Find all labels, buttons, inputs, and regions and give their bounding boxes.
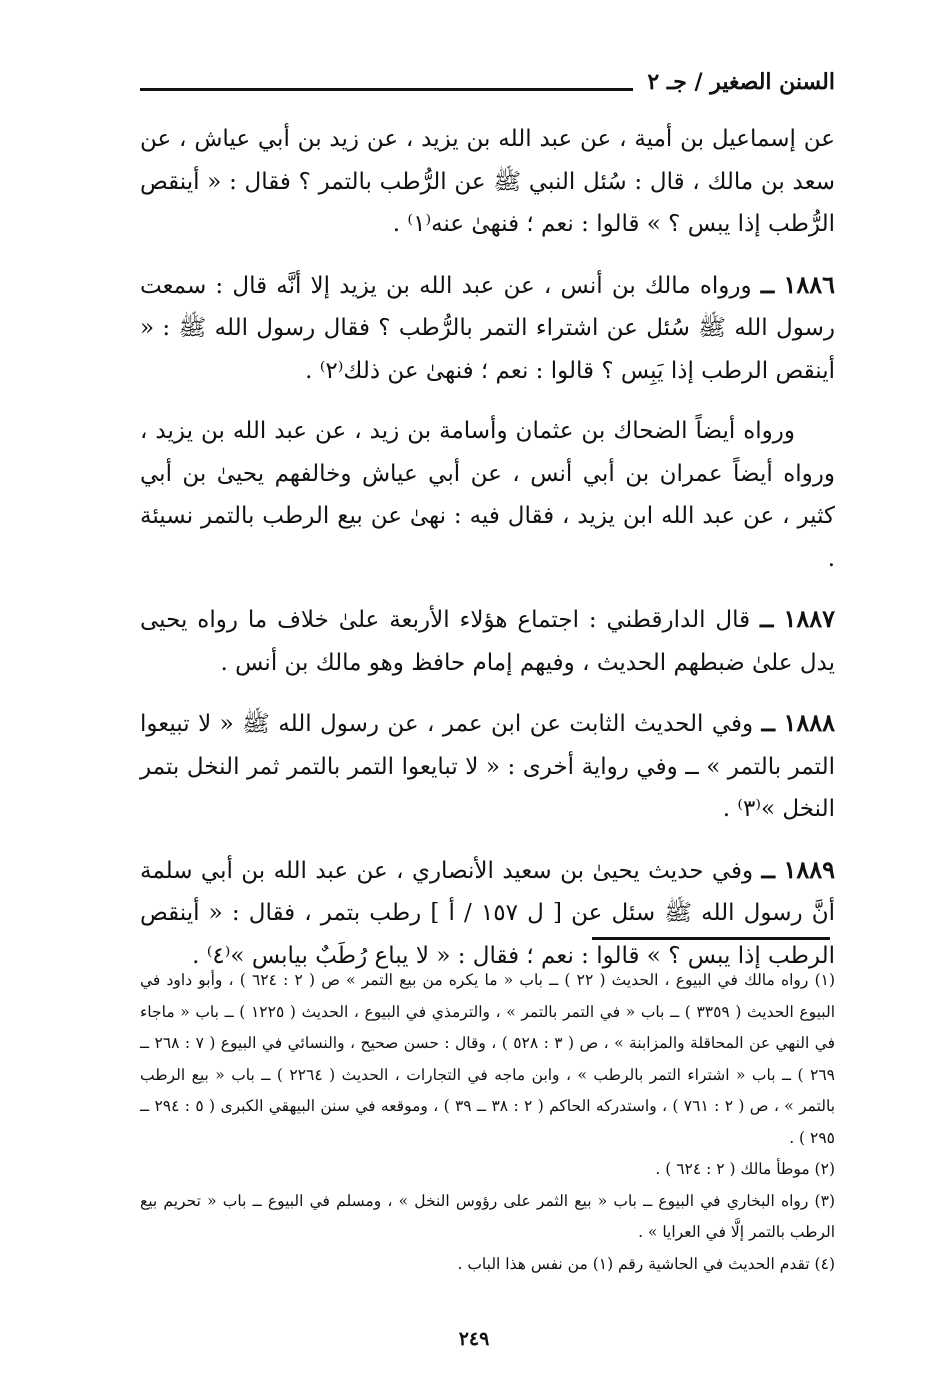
dash: ــ (761, 710, 776, 737)
running-header (140, 62, 835, 102)
book-title: السنن الصغير / جـ ٢ (647, 69, 835, 95)
hadith-number: ١٨٨٧ (783, 604, 836, 633)
footnote-3: (٣) رواه البخاري في البيوع ــ باب « بيع الثمر على رؤوس النخل » ، ومسلم في البيوع ــ باب « تحريم بيع الرطب بالتمر إلَّا في العرايا » . (140, 1191, 835, 1241)
hadith-1889 (140, 849, 835, 978)
paragraph-text: وفي الحديث الثابت عن ابن عمر ، عن رسول الله ﷺ « لا تبيعوا التمر بالتمر » ــ وفي رواية أخرى : « لا تبايعوا التمر بالتمر ثمر النخل بتمر النخل »⁽٣⁾ . (140, 711, 835, 822)
footnotes (140, 965, 835, 1280)
hadith-1887 (140, 598, 835, 684)
hadith-number: ١٨٨٨ (783, 708, 836, 737)
paragraph-note (140, 410, 835, 580)
dash: ــ (760, 606, 774, 633)
paragraph-text: قال الدارقطني : اجتماع هؤلاء الأربعة علىٰ خلاف ما رواه يحيى يدل علىٰ ضبطهم الحديث ، وفيهم إمام حافظ وهو مالك بن أنس . (140, 607, 835, 676)
paragraph-text: وفي حديث يحيىٰ بن سعيد الأنصاري ، عن عبد الله بن أبي سلمة أنَّ رسول الله ﷺ سئل عن [ ل ١٥٧ / أ ] رطب بتمر ، فقال : « أينقص الرطب إذا يبس ؟ » قالوا : نعم ؛ فقال : « لا يباع رُطَبٌ بيابس »⁽٤⁾ . (140, 857, 836, 969)
hadith-number: ١٨٨٦ (783, 269, 836, 299)
hadith-number: ١٨٨٩ (783, 854, 835, 884)
footnote-2: (٢) موطأ مالك ( ٢ : ٦٢٤ ) . (655, 1160, 835, 1178)
dash: ــ (760, 271, 775, 299)
page-number: ٢٤٩ (458, 1328, 490, 1350)
main-text (140, 118, 835, 977)
hadith-1886 (140, 264, 835, 393)
dash: ــ (761, 856, 776, 884)
paragraph-text: عن إسماعيل بن أمية ، عن عبد الله بن يزيد ، عن زيد بن أبي عياش ، عن سعد بن مالك ، قال : سُئل النبي ﷺ عن الرُّطب بالتمر ؟ فقال : « أينقص الرُّطب إذا يبس ؟ » قالوا : نعم ؛ فنهىٰ عنه⁽١⁾ . (140, 126, 835, 237)
footnote-4: (٤) تقدم الحديث في الحاشية رقم (١) من نفس هذا الباب . (457, 1254, 835, 1273)
paragraph-text: ورواه أيضاً الضحاك بن عثمان وأسامة بن زيد ، عن عبد الله بن يزيد ، ورواه أيضاً عمران بن أبي أنس ، عن أبي عياش وخالفهم يحيىٰ بن أبي كثير ، عن عبد الله ابن يزيد ، فقال فيه : نهىٰ عن بيع الرطب بالتمر نسيئة . (140, 418, 835, 572)
header-rule (140, 88, 633, 91)
footnote-1: (١) رواه مالك في البيوع ، الحديث ( ٢٢ ) ــ باب « ما يكره من بيع التمر » ص ( ٢ : ٦٢٤ ) ، وأبو داود في البيوع الحديث ( ٣٣٥٩ ) ــ باب « في التمر بالتمر » ، والترمذي في البيوع ، الحديث ( ١٢٢٥ ) ــ باب « ماجاء في النهي عن المحاقلة والمزابنة » ، ص ( ٣ : ٥٢٨ ) ، وقال : حسن صحيح ، والنسائي في البيوع ( ٧ : ٢٦٨ ــ ٢٦٩ ) ــ باب « اشتراء التمر بالرطب » ، وابن ماجه في التجارات ، الحديث ( ٢٢٦٤ ) ــ باب « بيع الرطب بالتمر » ، ص ( ٢ : ٧٦١ ) ، واستدركه الحاكم ( ٢ : ٣٨ ــ ٣٩ ) ، وموقعه في سنن البيهقي الكبرى ( ٥ : ٢٩٤ ــ ٢٩٥ ) . (140, 971, 836, 1147)
footnote-separator (592, 937, 830, 940)
paragraph-continuation (140, 118, 835, 246)
paragraph-text: ورواه مالك بن أنس ، عن عبد الله بن يزيد إلا أنَّه قال : سمعت رسول الله ﷺ سُئل عن اشتراء التمر بالرُّطب ؟ فقال رسول الله ﷺ : « أينقص الرطب إذا يَبِس ؟ قالوا : نعم ؛ فنهىٰ عن ذلك⁽٢⁾ . (140, 272, 835, 384)
hadith-1888 (140, 702, 835, 831)
